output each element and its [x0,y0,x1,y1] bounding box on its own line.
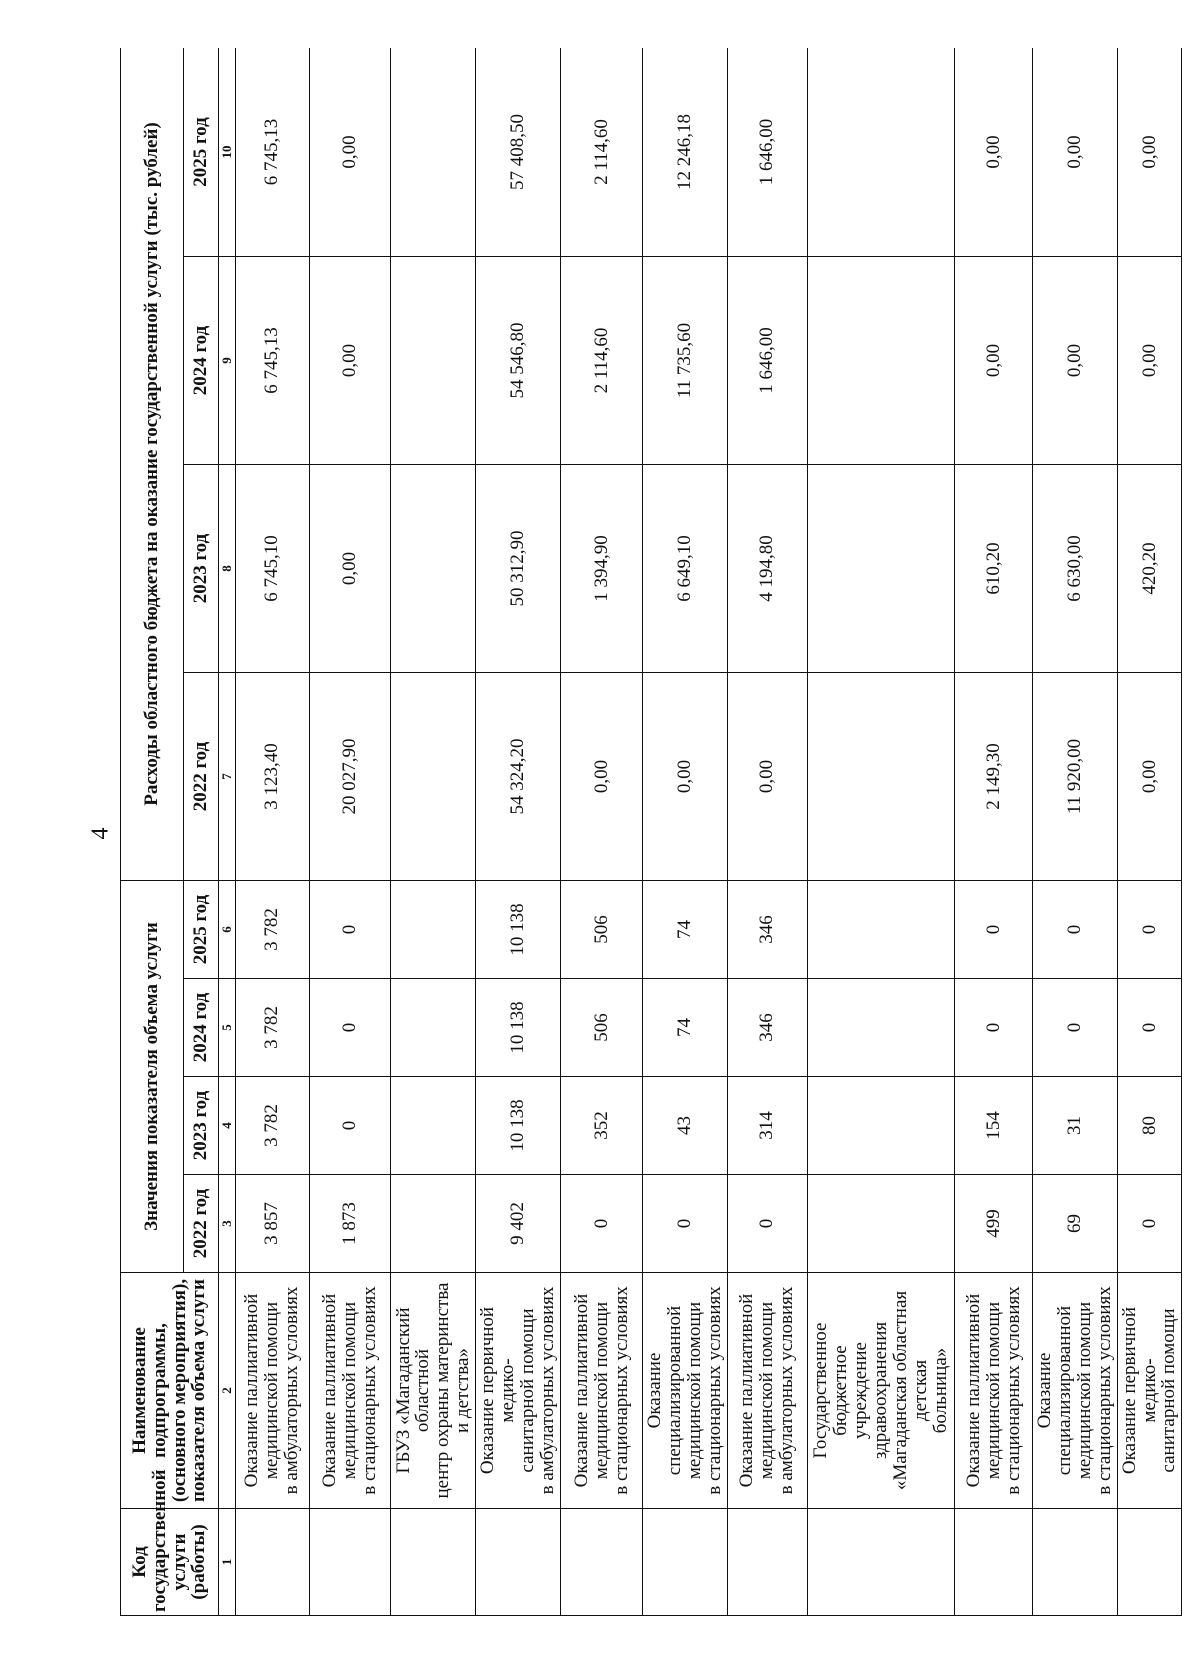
expense-2022-cell: 0,00 [561,673,643,881]
code-cell [236,1509,310,1616]
expense-2025-cell [807,48,955,257]
volume-2025-cell: 0 [955,881,1033,979]
expense-2023-cell: 420,20 [1117,465,1181,673]
expense-2024-cell: 54 546,80 [476,257,561,465]
volume-2022-cell: 499 [955,1175,1033,1273]
expense-2022-cell: 0,00 [1117,673,1181,881]
volume-2022-cell [807,1175,955,1273]
expense-2022-cell: 0,00 [727,673,807,881]
expense-2022-cell [391,673,476,881]
volume-2024-cell [807,979,955,1077]
expense-2025-cell: 57 408,50 [476,48,561,257]
volume-2023-cell: 352 [561,1077,643,1175]
column-number: 7 [219,673,236,881]
service-name-cell: Оказание паллиативной медицинской помощи в стационарных условиях [955,1273,1033,1509]
volume-2022-cell: 0 [643,1175,728,1273]
volume-2024-cell: 0 [955,979,1033,1077]
expense-2025-cell: 0,00 [1033,48,1118,257]
volume-2025-cell: 10 138 [476,881,561,979]
expense-2023-cell: 0,00 [309,465,391,673]
volume-2022-cell: 1 873 [309,1175,391,1273]
expense-2022-cell [807,673,955,881]
volume-2024-cell: 0 [1033,979,1118,1077]
table-row [391,48,476,1616]
table-row [643,48,728,1616]
volume-2025-cell: 0 [1033,881,1118,979]
volume-2025-cell: 3 782 [236,881,310,979]
column-number: 4 [219,1077,236,1175]
volume-2025-cell [391,881,476,979]
table-body [236,48,1182,1616]
volume-2024-cell: 74 [643,979,728,1077]
expense-2023-cell [807,465,955,673]
table-row [561,48,643,1616]
service-name-cell: Оказание первичной медико- санитарной помощи в амбулаторных условиях [476,1273,561,1509]
page-number: 4 [87,827,114,840]
volume-2023-cell: 31 [1033,1077,1118,1175]
header-volume-year: 2025 год [184,881,219,979]
service-name-cell: Оказание специализированной медицинской помощи в стационарных условиях [1033,1273,1118,1509]
column-number: 10 [219,48,236,257]
header-expense-year: 2022 год [184,673,219,881]
volume-2022-cell [391,1175,476,1273]
expense-2024-cell [807,257,955,465]
column-number: 5 [219,979,236,1077]
column-number: 6 [219,881,236,979]
header-name: Наименование подпрограммы, (основного мероприятия), показателя объема услуги [121,1273,219,1509]
header-expense-year: 2023 год [184,465,219,673]
column-number: 3 [219,1175,236,1273]
code-cell [476,1509,561,1616]
code-cell [561,1509,643,1616]
volume-2024-cell: 346 [727,979,807,1077]
service-name-cell: Оказание паллиативной медицинской помощи в амбулаторных условиях [727,1273,807,1509]
volume-2023-cell: 3 782 [236,1077,310,1175]
volume-2024-cell: 10 138 [476,979,561,1077]
volume-2022-cell: 0 [1117,1175,1181,1273]
volume-2025-cell: 346 [727,881,807,979]
table-row [727,48,807,1616]
service-name-cell: Оказание первичной медико- санитарной помощи [1117,1273,1181,1509]
volume-2023-cell: 43 [643,1077,728,1175]
volume-2025-cell: 74 [643,881,728,979]
volume-2023-cell: 0 [309,1077,391,1175]
expense-2025-cell: 0,00 [955,48,1033,257]
expense-2024-cell: 2 114,60 [561,257,643,465]
expense-2024-cell: 1 646,00 [727,257,807,465]
volume-2022-cell: 0 [727,1175,807,1273]
expense-2025-cell: 12 246,18 [643,48,728,257]
expense-2024-cell: 0,00 [1033,257,1118,465]
service-name-cell: ГБУЗ «Магаданский областной центр охраны материнства и детства» [391,1273,476,1509]
code-cell [391,1509,476,1616]
volume-2022-cell: 0 [561,1175,643,1273]
volume-2025-cell [807,881,955,979]
service-name-cell: Оказание паллиативной медицинской помощи в стационарных условиях [309,1273,391,1509]
expense-2025-cell: 0,00 [1117,48,1181,257]
expense-2022-cell: 0,00 [643,673,728,881]
volume-2025-cell: 506 [561,881,643,979]
header-volume-group: Значения показателя объема услуги [121,881,184,1273]
volume-2023-cell: 154 [955,1077,1033,1175]
code-cell [727,1509,807,1616]
expense-2025-cell: 1 646,00 [727,48,807,257]
expense-2024-cell: 6 745,13 [236,257,310,465]
column-number: 8 [219,465,236,673]
expense-2023-cell: 50 312,90 [476,465,561,673]
expense-2022-cell: 20 027,90 [309,673,391,881]
volume-2024-cell: 3 782 [236,979,310,1077]
table-row [1117,48,1181,1616]
volume-2022-cell: 3 857 [236,1175,310,1273]
header-volume-year: 2024 год [184,979,219,1077]
expense-2023-cell: 6 649,10 [643,465,728,673]
expense-2023-cell: 4 194,80 [727,465,807,673]
volume-2025-cell: 0 [309,881,391,979]
expense-2022-cell: 3 123,40 [236,673,310,881]
expense-2025-cell [391,48,476,257]
table-row [476,48,561,1616]
column-number: 9 [219,257,236,465]
volume-2024-cell: 506 [561,979,643,1077]
header-volume-year: 2022 год [184,1175,219,1273]
code-cell [309,1509,391,1616]
code-cell [955,1509,1033,1616]
header-expense-group: Расходы областного бюджета на оказание государственной услуги (тыс. рублей) [121,48,184,881]
code-cell [643,1509,728,1616]
expense-2023-cell [391,465,476,673]
code-cell [1033,1509,1118,1616]
header-expense-year: 2024 год [184,257,219,465]
expense-2023-cell: 1 394,90 [561,465,643,673]
table-row [1033,48,1118,1616]
service-name-cell: Оказание паллиативной медицинской помощи в стационарных условиях [561,1273,643,1509]
service-name-cell: Оказание специализированной медицинской помощи в стационарных условиях [643,1273,728,1509]
services-table [120,48,1182,1616]
volume-2023-cell [391,1077,476,1175]
expense-2025-cell: 6 745,13 [236,48,310,257]
code-cell [1117,1509,1181,1616]
expense-2025-cell: 2 114,60 [561,48,643,257]
table-row [309,48,391,1616]
table-row [807,48,955,1616]
expense-2024-cell: 0,00 [955,257,1033,465]
header-code: Код государственной услуги (работы) [121,1509,219,1616]
service-name-cell: Оказание паллиативной медицинской помощи в амбулаторных условиях [236,1273,310,1509]
table-row [236,48,310,1616]
rotated-table-frame [120,48,1182,1616]
table-row [955,48,1033,1616]
volume-2023-cell: 80 [1117,1077,1181,1175]
volume-2024-cell: 0 [309,979,391,1077]
expense-2022-cell: 54 324,20 [476,673,561,881]
volume-2023-cell [807,1077,955,1175]
expense-2024-cell [391,257,476,465]
volume-2023-cell: 10 138 [476,1077,561,1175]
expense-2025-cell: 0,00 [309,48,391,257]
expense-2023-cell: 610,20 [955,465,1033,673]
column-number: 1 [219,1509,236,1616]
volume-2022-cell: 69 [1033,1175,1118,1273]
volume-2022-cell: 9 402 [476,1175,561,1273]
header-expense-year: 2025 год [184,48,219,257]
expense-2022-cell: 11 920,00 [1033,673,1118,881]
expense-2022-cell: 2 149,30 [955,673,1033,881]
expense-2023-cell: 6 630,00 [1033,465,1118,673]
expense-2024-cell: 11 735,60 [643,257,728,465]
volume-2024-cell [391,979,476,1077]
code-cell [807,1509,955,1616]
expense-2023-cell: 6 745,10 [236,465,310,673]
volume-2025-cell: 0 [1117,881,1181,979]
header-volume-year: 2023 год [184,1077,219,1175]
volume-2023-cell: 314 [727,1077,807,1175]
expense-2024-cell: 0,00 [1117,257,1181,465]
column-number: 2 [219,1273,236,1509]
table-container [120,48,1182,1616]
volume-2024-cell: 0 [1117,979,1181,1077]
expense-2024-cell: 0,00 [309,257,391,465]
service-name-cell: Государственное бюджетное учреждение здравоохранения «Магаданская областная детская больница» [807,1273,955,1509]
